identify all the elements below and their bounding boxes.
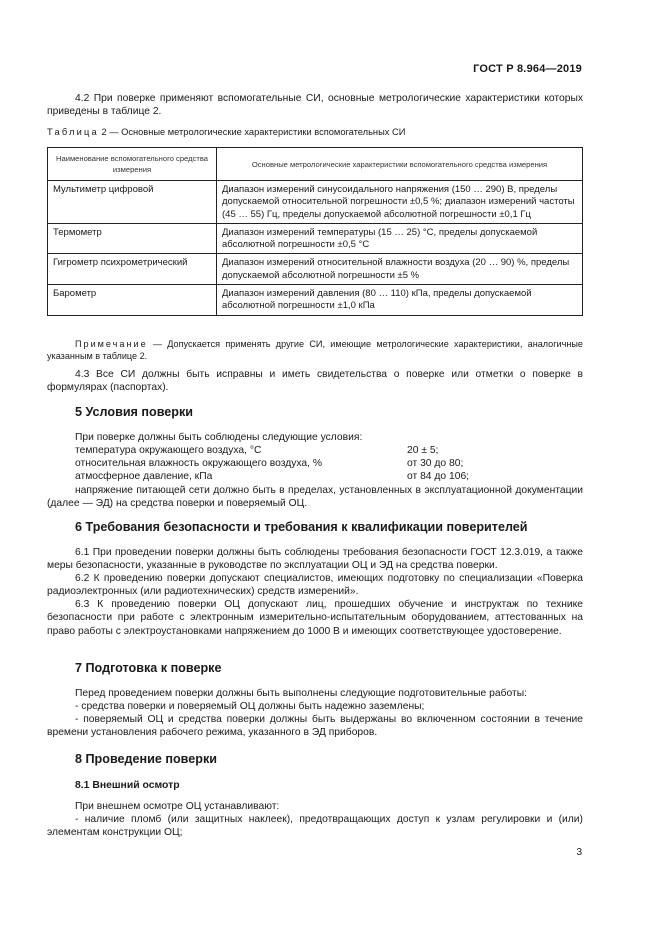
paragraph-6-2: 6.2 К проведению поверки допускают специалистов, имеющих подготовку по специализации «Поверка радиоэлектронных (или радиотехнических) средств измерений». xyxy=(47,573,583,598)
page-number: 3 xyxy=(576,847,582,858)
paragraph-6-3: 6.3 К проведению поверки ОЦ допускают лиц, прошедших обучение и инструктаж по технике безопасности при работе с электронным измерительно-испытательным оборудованием, аттестованных на право работы с электроустановками напряжением до 1000 В и имеющих соответствующее удостоверение. xyxy=(47,599,583,637)
list-item: - наличие пломб (или защитных наклеек), предотвращающих доступ к узлам регулировки и (или) элементам конструкции ОЦ; xyxy=(47,814,583,839)
section-5-heading: 5 Условия поверки xyxy=(75,405,194,419)
table-note xyxy=(47,338,583,363)
table-header-row xyxy=(48,148,583,181)
instrument-name: Термометр xyxy=(48,223,217,254)
condition-label: атмосферное давление, кПа xyxy=(75,471,213,482)
table-caption-label: Таблица xyxy=(47,127,99,137)
section-7-intro: Перед проведением поверки должны быть выполнены следующие подготовительные работы: xyxy=(75,688,527,699)
table-caption xyxy=(47,127,405,137)
condition-value: от 30 до 80; xyxy=(407,458,464,469)
table-row xyxy=(48,285,583,316)
condition-label: температура окружающего воздуха, °C xyxy=(75,445,262,456)
list-item: - поверяемый ОЦ и средства поверки должны быть выдержаны во включенном состоянии в течение времени установления рабочего режима, указанного в ЭД приборов. xyxy=(47,714,583,739)
instrument-spec: Диапазон измерений относительной влажности воздуха (20 … 90) %, пределы допускаемой абсолютной погрешности ±5 % xyxy=(217,254,583,285)
paragraph-4-2: 4.2 При поверке применяют вспомогательные СИ, основные метрологические характеристики которых приведены в таблице 2. xyxy=(47,93,583,118)
condition-row xyxy=(75,444,583,457)
section-5-intro: При поверке должны быть соблюдены следующие условия: xyxy=(75,432,363,443)
instrument-spec: Диапазон измерений давления (80 … 110) кПа, пределы допускаемой абсолютной погрешности ±1,0 кПа xyxy=(217,285,583,316)
metrology-table xyxy=(47,147,583,316)
section-7-heading: 7 Подготовка к поверке xyxy=(75,661,222,675)
paragraph-6-1: 6.1 При проведении поверки должны быть соблюдены требования безопасности ГОСТ 12.3.019, а также меры безопасности, указанные в руководстве по эксплуатации ОЦ и ЭД на средства поверки. xyxy=(47,547,583,572)
instrument-spec: Диапазон измерений температуры (15 … 25) °C, пределы допускаемой абсолютной погрешности ±0,5 °C xyxy=(217,223,583,254)
table-header-instrument: Наименование вспомогательного средства измерения xyxy=(48,148,217,181)
table-row xyxy=(48,254,583,285)
condition-row xyxy=(75,457,583,470)
table-row xyxy=(48,223,583,254)
section-5-tail: напряжение питающей сети должно быть в пределах, установленных в эксплуатационной документации (далее — ЭД) на средства поверки и поверяемый ОЦ. xyxy=(47,485,583,510)
table-caption-text: 2 — Основные метрологические характеристики вспомогательных СИ xyxy=(101,127,406,137)
note-text: — Допускается применять другие СИ, имеющие метрологические характеристики, аналогичные указанным в таблице 2. xyxy=(47,339,583,362)
condition-label: относительная влажность окружающего воздуха, % xyxy=(75,458,322,469)
table-header-characteristics: Основные метрологические характеристики вспомогательного средства измерения xyxy=(217,148,583,181)
section-6-heading: 6 Требования безопасности и требования к квалификации поверителей xyxy=(75,520,528,534)
instrument-name: Барометр xyxy=(48,285,217,316)
section-8-intro: При внешнем осмотре ОЦ устанавливают: xyxy=(75,801,280,812)
condition-value: от 84 до 106; xyxy=(407,471,470,482)
note-label: Примечание xyxy=(75,339,148,349)
paragraph-4-3: 4.3 Все СИ должны быть исправны и иметь свидетельства о поверке или отметки о поверке в формулярах (паспортах). xyxy=(47,369,583,394)
standard-designation: ГОСТ Р 8.964—2019 xyxy=(473,63,582,75)
subsection-8-1-heading: 8.1 Внешний осмотр xyxy=(75,780,180,791)
condition-value: 20 ± 5; xyxy=(407,445,439,456)
instrument-spec: Диапазон измерений синусоидального напряжения (150 … 290) В, пределы допускаемой относительной погрешности ±0,5 %; диапазон измерений частоты (45 … 55) Гц, пределы допускаемой абсолютной погрешности ±0,1 Гц xyxy=(217,181,583,224)
instrument-name: Мультиметр цифровой xyxy=(48,181,217,224)
instrument-name: Гигрометр психрометрический xyxy=(48,254,217,285)
table-row xyxy=(48,181,583,224)
condition-row xyxy=(75,470,583,483)
list-item: - средства поверки и поверяемый ОЦ должны быть надежно заземлены; xyxy=(75,701,425,712)
section-8-heading: 8 Проведение поверки xyxy=(75,752,217,766)
